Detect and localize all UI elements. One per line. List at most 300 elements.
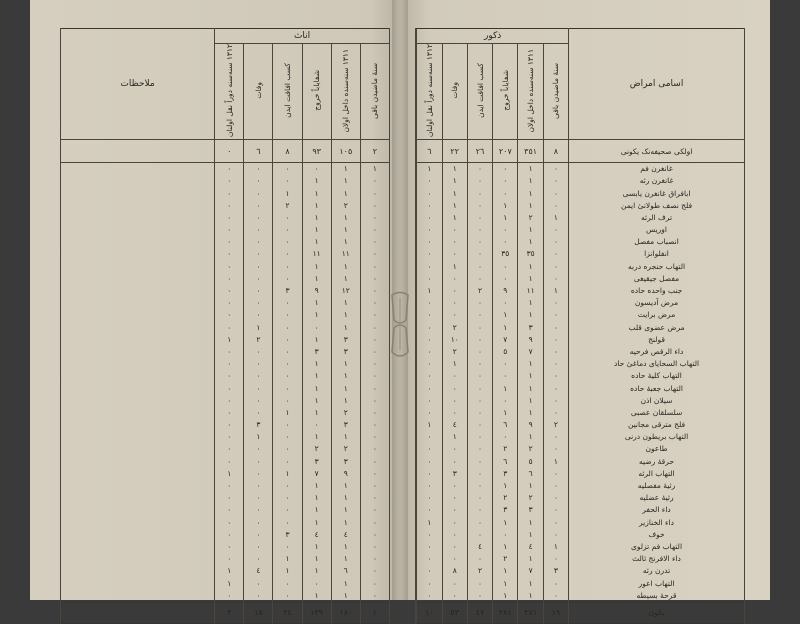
table-row: [61, 261, 390, 273]
value-cell: ٢: [493, 492, 518, 504]
value-cell: ١: [302, 297, 331, 309]
value-cell: ٠: [244, 590, 273, 603]
value-cell: ٩: [302, 285, 331, 297]
value-cell: ١: [331, 175, 360, 187]
value-cell: ١: [273, 553, 302, 565]
value-cell: ٠: [244, 236, 273, 248]
disease-name: فلج مترقی مجانین: [569, 419, 745, 431]
value-cell: ٢: [493, 443, 518, 455]
value-cell: ٠: [467, 431, 492, 443]
notes-cell: [61, 370, 215, 382]
value-cell: ٣: [543, 565, 568, 577]
value-cell: ٠: [215, 175, 244, 187]
value-cell: ٠: [244, 517, 273, 529]
value-cell: ٠: [244, 370, 273, 382]
disease-name: التهاب السحایای دماغیٔ حاد: [569, 358, 745, 370]
value-cell: ٠: [273, 504, 302, 516]
notes-cell: [416, 565, 417, 577]
disease-name: سلسلقان عصبی: [569, 407, 745, 419]
value-cell: ٠: [215, 224, 244, 236]
value-cell: ١: [518, 590, 543, 603]
value-cell: ٢: [331, 200, 360, 212]
table-row: [61, 322, 390, 334]
value-cell: ٠: [417, 577, 442, 589]
value-cell: ٢: [244, 334, 273, 346]
value-cell: ١: [302, 261, 331, 273]
disease-name: رثیهٔ عضلیه: [569, 492, 745, 504]
col-prev-header: سنهٔ ماضیدن باقی: [360, 44, 389, 140]
value-cell: ٠: [360, 309, 389, 321]
value-cell: ١: [331, 517, 360, 529]
diseases-header: اسامی امراض: [569, 29, 745, 140]
notes-cell: [416, 577, 417, 589]
value-cell: ٠: [467, 309, 492, 321]
value-cell: ١: [442, 163, 467, 176]
notes-cell: [416, 517, 417, 529]
value-cell: ١: [331, 358, 360, 370]
value-cell: ٠: [543, 529, 568, 541]
value-cell: ٠: [417, 370, 442, 382]
value-cell: ٠: [244, 541, 273, 553]
value-cell: ٤: [331, 529, 360, 541]
value-cell: ٠: [442, 273, 467, 285]
value-cell: ٣: [331, 334, 360, 346]
value-cell: ٢٢: [442, 140, 467, 163]
value-cell: ١: [302, 224, 331, 236]
disease-name: قرحهٔ بسیطه: [569, 590, 745, 603]
value-cell: ٠: [467, 395, 492, 407]
value-cell: ٠: [467, 248, 492, 260]
table-row: [416, 175, 745, 187]
value-cell: ١: [442, 358, 467, 370]
value-cell: ٠: [273, 309, 302, 321]
value-cell: ١: [331, 395, 360, 407]
value-cell: ٠: [215, 431, 244, 443]
value-cell: ٠: [467, 370, 492, 382]
col-transfer-header: کسب افاقت ایدن: [273, 44, 302, 140]
value-cell: ٠: [302, 322, 331, 334]
value-cell: ٠: [467, 334, 492, 346]
value-cell: ٠: [244, 529, 273, 541]
value-cell: ٠: [417, 322, 442, 334]
value-cell: ٠: [215, 492, 244, 504]
value-cell: ٠: [273, 261, 302, 273]
value-cell: ٠: [244, 504, 273, 516]
notes-cell: [416, 443, 417, 455]
disease-name: داء الخنازیر: [569, 517, 745, 529]
value-cell: ٠: [417, 236, 442, 248]
notes-cell: [61, 309, 215, 321]
value-cell: ٠: [244, 309, 273, 321]
disease-name: مرض عضوی قلب: [569, 322, 745, 334]
notes-cell: [416, 395, 417, 407]
table-row: [416, 590, 745, 603]
value-cell: ٠: [244, 163, 273, 176]
value-cell: ٠: [543, 504, 568, 516]
value-cell: ٣: [493, 504, 518, 516]
notes-cell: [61, 456, 215, 468]
col-died-header: وفات: [244, 44, 273, 140]
notes-cell: [416, 175, 417, 187]
value-cell: ٠: [244, 187, 273, 199]
value-cell: ٠: [543, 334, 568, 346]
value-cell: ٠: [543, 443, 568, 455]
value-cell: ٠: [442, 553, 467, 565]
value-cell: ٣: [331, 456, 360, 468]
table-row: [61, 248, 390, 260]
carried-forward-row: [416, 140, 745, 163]
notes-cell: [61, 297, 215, 309]
value-cell: ٠: [273, 541, 302, 553]
notes-cell: [61, 517, 215, 529]
value-cell: ٠: [360, 187, 389, 199]
value-cell: ٠: [467, 175, 492, 187]
value-cell: ٠: [442, 382, 467, 394]
value-cell: ١: [493, 517, 518, 529]
value-cell: ٠: [543, 577, 568, 589]
disease-name: التهاب بریطون درنی: [569, 431, 745, 443]
notes-cell: [61, 443, 215, 455]
disease-name: داء الحفر: [569, 504, 745, 516]
value-cell: ٠: [493, 261, 518, 273]
value-cell: ١: [331, 187, 360, 199]
value-cell: ٢: [518, 443, 543, 455]
value-cell: ١: [518, 224, 543, 236]
table-row: [61, 273, 390, 285]
value-cell: ٠: [244, 480, 273, 492]
notes-cell: [416, 431, 417, 443]
value-cell: ١: [331, 431, 360, 443]
value-cell: ٠: [442, 248, 467, 260]
value-cell: ٠: [360, 200, 389, 212]
notes-cell: [61, 273, 215, 285]
value-cell: ١: [518, 309, 543, 321]
table-row: [416, 407, 745, 419]
value-cell: ٠: [543, 517, 568, 529]
value-cell: ١: [493, 565, 518, 577]
value-cell: ١: [518, 382, 543, 394]
value-cell: ٠: [442, 577, 467, 589]
disease-name: التهاب جعبهٔ حاده: [569, 382, 745, 394]
value-cell: ٠: [360, 382, 389, 394]
value-cell: ٠: [360, 273, 389, 285]
notes-cell: [61, 407, 215, 419]
value-cell: ٠: [417, 200, 442, 212]
value-cell: ١: [331, 590, 360, 603]
value-cell: ٠: [273, 224, 302, 236]
value-cell: ١: [493, 577, 518, 589]
value-cell: ٠: [360, 456, 389, 468]
value-cell: ١: [417, 419, 442, 431]
notes-cell: [416, 370, 417, 382]
value-cell: ٠: [417, 358, 442, 370]
value-cell: ٠: [417, 443, 442, 455]
value-cell: ٠: [360, 297, 389, 309]
table-row: [416, 565, 745, 577]
value-cell: ١: [331, 297, 360, 309]
notes-cell: [416, 382, 417, 394]
table-row: [416, 236, 745, 248]
notes-cell: [416, 224, 417, 236]
value-cell: ١: [518, 370, 543, 382]
value-cell: ٨: [543, 140, 568, 163]
col-1311-header: ۱۳۱۱ سنه‌سنده داخل اولان: [518, 44, 543, 140]
value-cell: ٠: [273, 590, 302, 603]
value-cell: ٠: [360, 346, 389, 358]
value-cell: ٠: [360, 577, 389, 589]
notes-cell: [416, 236, 417, 248]
table-row: [61, 529, 390, 541]
value-cell: ٠: [467, 200, 492, 212]
table-row: [416, 346, 745, 358]
value-cell: ٠: [360, 541, 389, 553]
value-cell: ٠: [302, 163, 331, 176]
table-row: [416, 248, 745, 260]
value-cell: ٠: [543, 382, 568, 394]
disease-name: التهاب حنجره دربه: [569, 261, 745, 273]
table-row: [416, 553, 745, 565]
value-cell: ٠: [215, 541, 244, 553]
value-cell: ١: [442, 200, 467, 212]
value-cell: ٠: [442, 309, 467, 321]
col-cured-header: شفایاباً خروج: [302, 44, 331, 140]
table-row: [416, 529, 745, 541]
disease-name: مفصل جیقیغی: [569, 273, 745, 285]
value-cell: ٠: [215, 553, 244, 565]
value-cell: ٢: [273, 200, 302, 212]
notes-cell: [416, 358, 417, 370]
notes-cell: [61, 553, 215, 565]
notes-cell: [61, 602, 215, 623]
notes-cell: [61, 200, 215, 212]
males-header: ذکور: [417, 29, 569, 44]
value-cell: ٧: [518, 565, 543, 577]
total-cell: ١٨: [244, 602, 273, 623]
value-cell: ٠: [215, 590, 244, 603]
value-cell: ١: [417, 285, 442, 297]
value-cell: ١١: [302, 248, 331, 260]
value-cell: ٠: [543, 346, 568, 358]
value-cell: ٠: [360, 285, 389, 297]
value-cell: ١: [244, 322, 273, 334]
value-cell: ٠: [215, 529, 244, 541]
value-cell: ٠: [467, 163, 492, 176]
value-cell: ١٢: [331, 285, 360, 297]
value-cell: ٠: [543, 273, 568, 285]
value-cell: ٠: [543, 248, 568, 260]
value-cell: ٣٥١: [518, 140, 543, 163]
binding-clip-icon: [386, 290, 414, 360]
value-cell: ٠: [360, 468, 389, 480]
value-cell: ٠: [360, 370, 389, 382]
value-cell: ٣: [244, 419, 273, 431]
value-cell: ١: [518, 236, 543, 248]
value-cell: ١: [302, 431, 331, 443]
table-row: [61, 285, 390, 297]
col-1312-header: ۱۳۱۲ سنه‌سنه دوراً نقل اولنان: [215, 44, 244, 140]
value-cell: ١: [302, 480, 331, 492]
total-cell: ١٠: [417, 602, 442, 623]
value-cell: ١: [518, 297, 543, 309]
notes-cell: [61, 565, 215, 577]
disease-name: فلج نصف طولانیٔ ایمن: [569, 200, 745, 212]
col-died-header: وفات: [442, 44, 467, 140]
value-cell: ٠: [467, 346, 492, 358]
value-cell: ٩: [493, 285, 518, 297]
value-cell: ٠: [442, 224, 467, 236]
value-cell: ٠: [467, 480, 492, 492]
notes-cell: [416, 590, 417, 603]
table-row: [61, 370, 390, 382]
value-cell: ٢: [442, 322, 467, 334]
value-cell: ١: [518, 395, 543, 407]
value-cell: ٠: [467, 297, 492, 309]
value-cell: ٢: [360, 140, 389, 163]
notes-cell: [61, 504, 215, 516]
value-cell: ١: [518, 187, 543, 199]
value-cell: ٠: [273, 236, 302, 248]
value-cell: ٠: [360, 358, 389, 370]
value-cell: ٠: [543, 163, 568, 176]
value-cell: ٠: [467, 529, 492, 541]
value-cell: ١: [442, 175, 467, 187]
value-cell: ٠: [543, 224, 568, 236]
table-row: [61, 443, 390, 455]
value-cell: ٠: [417, 456, 442, 468]
value-cell: ٠: [543, 590, 568, 603]
value-cell: ٠: [543, 309, 568, 321]
value-cell: ٠: [360, 322, 389, 334]
disease-name: داء الافرنج ثالث: [569, 553, 745, 565]
table-row: [61, 541, 390, 553]
value-cell: ١: [442, 261, 467, 273]
table-row: [416, 370, 745, 382]
value-cell: ٠: [493, 224, 518, 236]
value-cell: ٠: [543, 492, 568, 504]
value-cell: ٤: [244, 565, 273, 577]
value-cell: ٠: [215, 358, 244, 370]
value-cell: ٠: [244, 468, 273, 480]
value-cell: ٠: [244, 212, 273, 224]
value-cell: ٠: [543, 480, 568, 492]
value-cell: ٠: [273, 322, 302, 334]
value-cell: ٠: [360, 529, 389, 541]
value-cell: ٠: [215, 309, 244, 321]
value-cell: ٥: [493, 346, 518, 358]
table-row: [416, 468, 745, 480]
value-cell: ٠: [467, 553, 492, 565]
value-cell: ١: [302, 175, 331, 187]
value-cell: ٠: [442, 541, 467, 553]
table-row: [61, 480, 390, 492]
right-page: [400, 0, 770, 618]
value-cell: ٠: [543, 187, 568, 199]
value-cell: ١١: [518, 285, 543, 297]
table-row: [61, 382, 390, 394]
value-cell: ١: [302, 212, 331, 224]
value-cell: ٠: [442, 285, 467, 297]
value-cell: ٠: [417, 212, 442, 224]
value-cell: ٢: [467, 285, 492, 297]
value-cell: ١: [442, 212, 467, 224]
value-cell: ١: [518, 517, 543, 529]
value-cell: ١: [543, 285, 568, 297]
value-cell: ١: [331, 273, 360, 285]
value-cell: ١: [518, 529, 543, 541]
value-cell: ٠: [467, 236, 492, 248]
value-cell: ٠: [417, 553, 442, 565]
value-cell: ١: [302, 236, 331, 248]
value-cell: ٠: [244, 346, 273, 358]
notes-cell: [416, 140, 417, 163]
value-cell: ٠: [417, 541, 442, 553]
value-cell: ٠: [273, 577, 302, 589]
value-cell: ٠: [273, 517, 302, 529]
value-cell: ٠: [467, 187, 492, 199]
value-cell: ٠: [417, 175, 442, 187]
notes-cell: [61, 261, 215, 273]
notes-cell: [61, 224, 215, 236]
value-cell: ٢: [302, 443, 331, 455]
value-cell: ٠: [417, 382, 442, 394]
value-cell: ٠: [273, 175, 302, 187]
value-cell: ٨: [442, 565, 467, 577]
value-cell: ١: [215, 334, 244, 346]
carried-forward-row: [61, 140, 390, 163]
value-cell: ٧: [302, 468, 331, 480]
notes-header-left: ملاحظات: [61, 29, 215, 140]
total-label: یکون: [569, 602, 745, 623]
total-cell: ٣: [215, 602, 244, 623]
table-row: [61, 565, 390, 577]
notes-cell: [61, 212, 215, 224]
value-cell: ٠: [244, 553, 273, 565]
notes-cell: [61, 590, 215, 603]
total-cell: ١٩: [543, 602, 568, 623]
value-cell: ١: [302, 565, 331, 577]
table-row: [61, 224, 390, 236]
value-cell: ٠: [442, 236, 467, 248]
value-cell: ٠: [442, 443, 467, 455]
value-cell: ٣: [331, 346, 360, 358]
notes-cell: [416, 248, 417, 260]
col-1311-header: ۱۳۱۱ سنه‌سنده داخل اولان: [331, 44, 360, 140]
value-cell: ١: [518, 200, 543, 212]
value-cell: ٤: [467, 541, 492, 553]
row-label: اولکی صحیفه‌نک یکونی: [569, 140, 745, 163]
value-cell: ٠: [215, 382, 244, 394]
value-cell: ٠: [493, 163, 518, 176]
value-cell: ٣٥: [493, 248, 518, 260]
value-cell: ١: [518, 261, 543, 273]
value-cell: ٠: [215, 212, 244, 224]
value-cell: ٠: [215, 273, 244, 285]
value-cell: ٠: [244, 261, 273, 273]
value-cell: ٠: [244, 273, 273, 285]
value-cell: ١: [302, 382, 331, 394]
table-row: [416, 517, 745, 529]
notes-cell: [61, 175, 215, 187]
value-cell: ٠: [244, 456, 273, 468]
value-cell: ١: [518, 175, 543, 187]
value-cell: ٤: [518, 541, 543, 553]
value-cell: ٠: [215, 395, 244, 407]
value-cell: ٠: [273, 334, 302, 346]
value-cell: ٠: [360, 261, 389, 273]
value-cell: ١: [273, 565, 302, 577]
table-row: [61, 553, 390, 565]
value-cell: ٠: [543, 395, 568, 407]
